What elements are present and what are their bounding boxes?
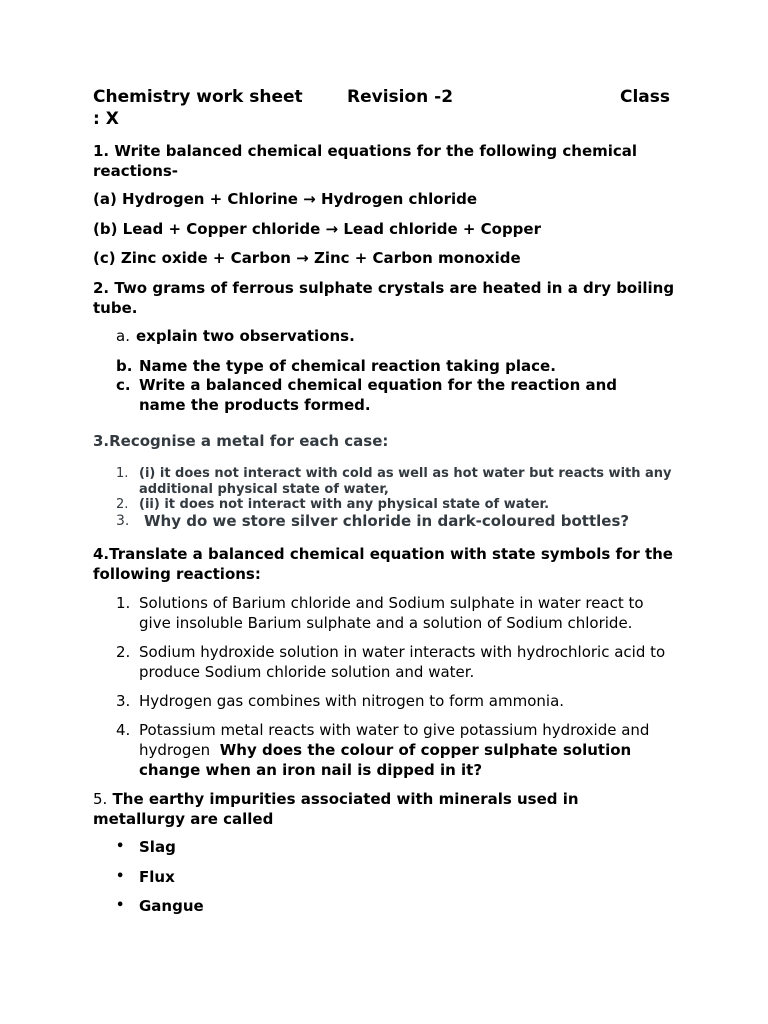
question-5-text: The earthy impurities associated with minerals used in metallurgy are called	[93, 790, 579, 828]
list-item-text: (i) it does not interact with cold as well as hot water but reacts with any additional physical state of water,	[139, 466, 672, 497]
option-slag	[116, 837, 676, 857]
list-item-text	[139, 720, 666, 780]
question-2-item-c	[116, 375, 646, 415]
question-4-item-1	[116, 593, 666, 633]
bullet-marker: •	[116, 869, 125, 884]
question-1-part-b: (b) Lead + Copper chloride → Lead chloride + Copper	[93, 220, 541, 238]
list-item-text: Hydrogen gas combines with nitrogen to form ammonia.	[139, 692, 565, 710]
list-item-text: Write a balanced chemical equation for the reaction and name the products formed.	[139, 376, 618, 414]
question-1-prompt: 1. Write balanced chemical equations for the following chemical reactions-	[93, 142, 638, 180]
list-marker: 3.	[116, 692, 131, 710]
bullet-marker: •	[116, 839, 125, 854]
question-5-number: 5.	[93, 790, 108, 808]
class-value: : X	[93, 109, 119, 129]
question-1-part-c: (c) Zinc oxide + Carbon → Zinc + Carbon monoxide	[93, 249, 521, 267]
question-4-item-4	[116, 720, 666, 780]
list-marker: c.	[116, 376, 131, 394]
revision-label: Revision -2	[347, 87, 454, 107]
bullet-marker: •	[116, 898, 125, 913]
class-label: Class	[619, 87, 670, 107]
question-4-item-3	[116, 691, 676, 711]
option-flux	[116, 867, 676, 887]
option-text: Flux	[139, 868, 175, 886]
list-item-text: Sodium hydroxide solution in water interacts with hydrochloric acid to produce Sodium chloride solution and water.	[139, 643, 666, 681]
option-text: Slag	[139, 838, 176, 856]
list-item-text: Why do we store silver chloride in dark-coloured bottles?	[144, 512, 630, 530]
list-item-text: explain two observations.	[136, 327, 355, 345]
list-marker: 3.	[116, 513, 130, 529]
question-4-prompt: 4.Translate a balanced chemical equation with state symbols for the following reactions:	[93, 545, 673, 583]
list-item-text-bold: Why does the colour of copper sulphate solution change when an iron nail is dipped in it?	[139, 741, 632, 779]
question-1-part-a: (a) Hydrogen + Chlorine → Hydrogen chloride	[93, 190, 478, 208]
list-marker: 1.	[116, 594, 131, 612]
question-5-prompt	[93, 789, 613, 829]
list-item-text-plain: Potassium metal reacts with water to give potassium hydroxide and hydrogen	[139, 721, 650, 759]
question-3-prompt: 3.Recognise a metal for each case:	[93, 432, 389, 450]
question-3-item-3	[116, 511, 676, 531]
list-marker: a.	[116, 327, 130, 345]
option-text: Gangue	[139, 897, 204, 915]
list-marker: 2.	[116, 497, 129, 512]
question-3-item-1	[116, 466, 681, 498]
list-marker: 4.	[116, 721, 131, 739]
question-4-item-2	[116, 642, 666, 682]
list-marker: 2.	[116, 643, 131, 661]
list-marker: b.	[116, 357, 133, 375]
list-item-text: (ii) it does not interact with any physical state of water.	[139, 497, 550, 512]
list-marker: 1.	[116, 466, 129, 481]
list-item-text: Name the type of chemical reaction taking place.	[139, 357, 556, 375]
option-gangue	[116, 896, 676, 916]
list-item-text: Solutions of Barium chloride and Sodium sulphate in water react to give insoluble Barium sulphate and a solution of Sodium chloride.	[139, 594, 644, 632]
question-2-item-b	[116, 356, 676, 376]
question-2-prompt: 2. Two grams of ferrous sulphate crystals are heated in a dry boiling tube.	[93, 279, 675, 317]
worksheet-title: Chemistry work sheet	[93, 87, 303, 107]
question-2-item-a	[116, 326, 676, 346]
